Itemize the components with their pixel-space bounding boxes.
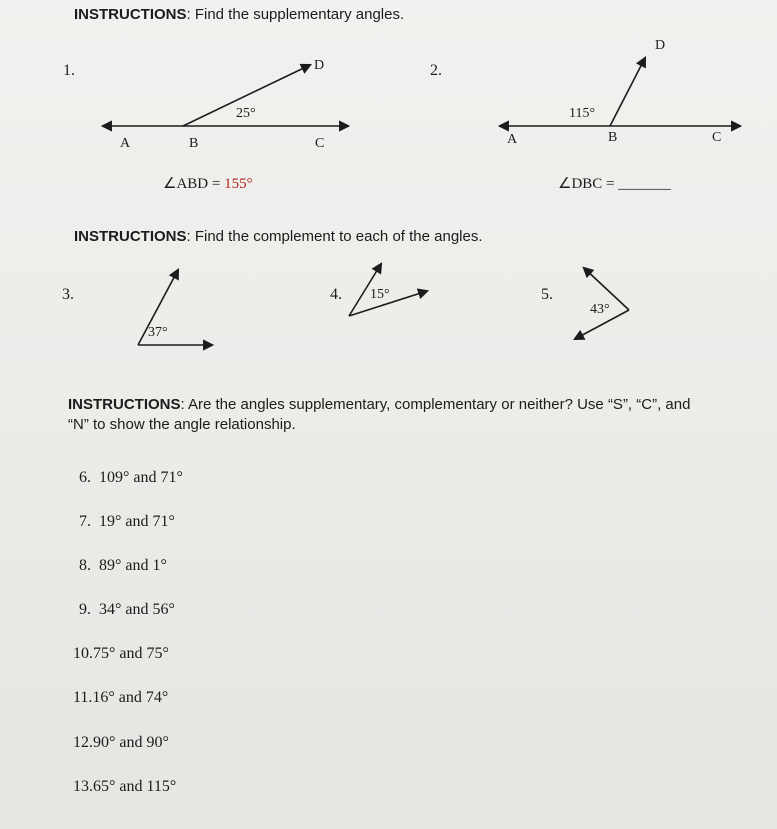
answer-label: ∠DBC = [558, 176, 615, 192]
list-item [73, 645, 169, 663]
problem-2-number: 2. [430, 62, 442, 79]
problem-1-number: 1. [63, 62, 75, 79]
answer-label: ∠ABD = [163, 176, 221, 192]
problem-4-number: 4. [330, 286, 342, 303]
instructions-text: : Are the angles supplementary, complementary or neither? Use “S”, “C”, and [180, 396, 691, 413]
question-number: 11. [73, 689, 93, 706]
instructions-label: INSTRUCTIONS [74, 6, 187, 23]
question-number: 12. [73, 734, 93, 751]
label-c: C [712, 130, 722, 145]
angle-label: 43° [590, 302, 610, 317]
problem-3-number: 3. [62, 286, 74, 303]
question-text: 89° and 1° [99, 557, 167, 574]
question-text: 75° and 75° [93, 645, 169, 662]
question-number: 9. [79, 601, 91, 618]
label-d: D [314, 58, 325, 73]
list-item [79, 601, 175, 619]
answer-blank: _______ [618, 176, 671, 192]
question-text: 16° and 74° [92, 689, 169, 706]
angle-label: 25° [236, 106, 256, 121]
question-text: 34° and 56° [99, 601, 175, 618]
list-item [79, 469, 183, 487]
instructions-text: : Find the supplementary angles. [186, 6, 405, 23]
instructions-label: INSTRUCTIONS [74, 228, 187, 245]
problem-5-number: 5. [541, 286, 553, 303]
instructions-relationship [68, 395, 768, 435]
question-number: 13. [73, 778, 93, 795]
angle-label: 115° [569, 106, 596, 121]
angle-label: 37° [148, 325, 168, 340]
instructions-label: INSTRUCTIONS [68, 396, 181, 413]
list-item [73, 778, 176, 796]
instructions-text: : Find the complement to each of the angles. [186, 228, 483, 245]
question-number: 8. [79, 557, 91, 574]
question-number: 6. [79, 469, 91, 486]
list-item [79, 557, 167, 575]
question-text: 19° and 71° [99, 513, 175, 530]
label-d: D [655, 38, 666, 53]
angle-label: 15° [370, 287, 390, 302]
answer-value: 155° [224, 176, 253, 192]
label-b: B [608, 130, 618, 145]
label-c: C [315, 136, 325, 151]
label-a: A [507, 132, 518, 147]
question-text: 90° and 90° [93, 734, 169, 751]
list-item [73, 689, 168, 707]
question-number: 10. [73, 645, 93, 662]
label-b: B [189, 136, 199, 151]
question-number: 7. [79, 513, 91, 530]
label-a: A [120, 136, 131, 151]
question-text: 109° and 71° [99, 469, 183, 486]
question-text: 65° and 115° [93, 778, 177, 795]
instructions-text: “N” to show the angle relationship. [68, 416, 296, 433]
list-item [73, 734, 169, 752]
list-item [79, 513, 175, 531]
